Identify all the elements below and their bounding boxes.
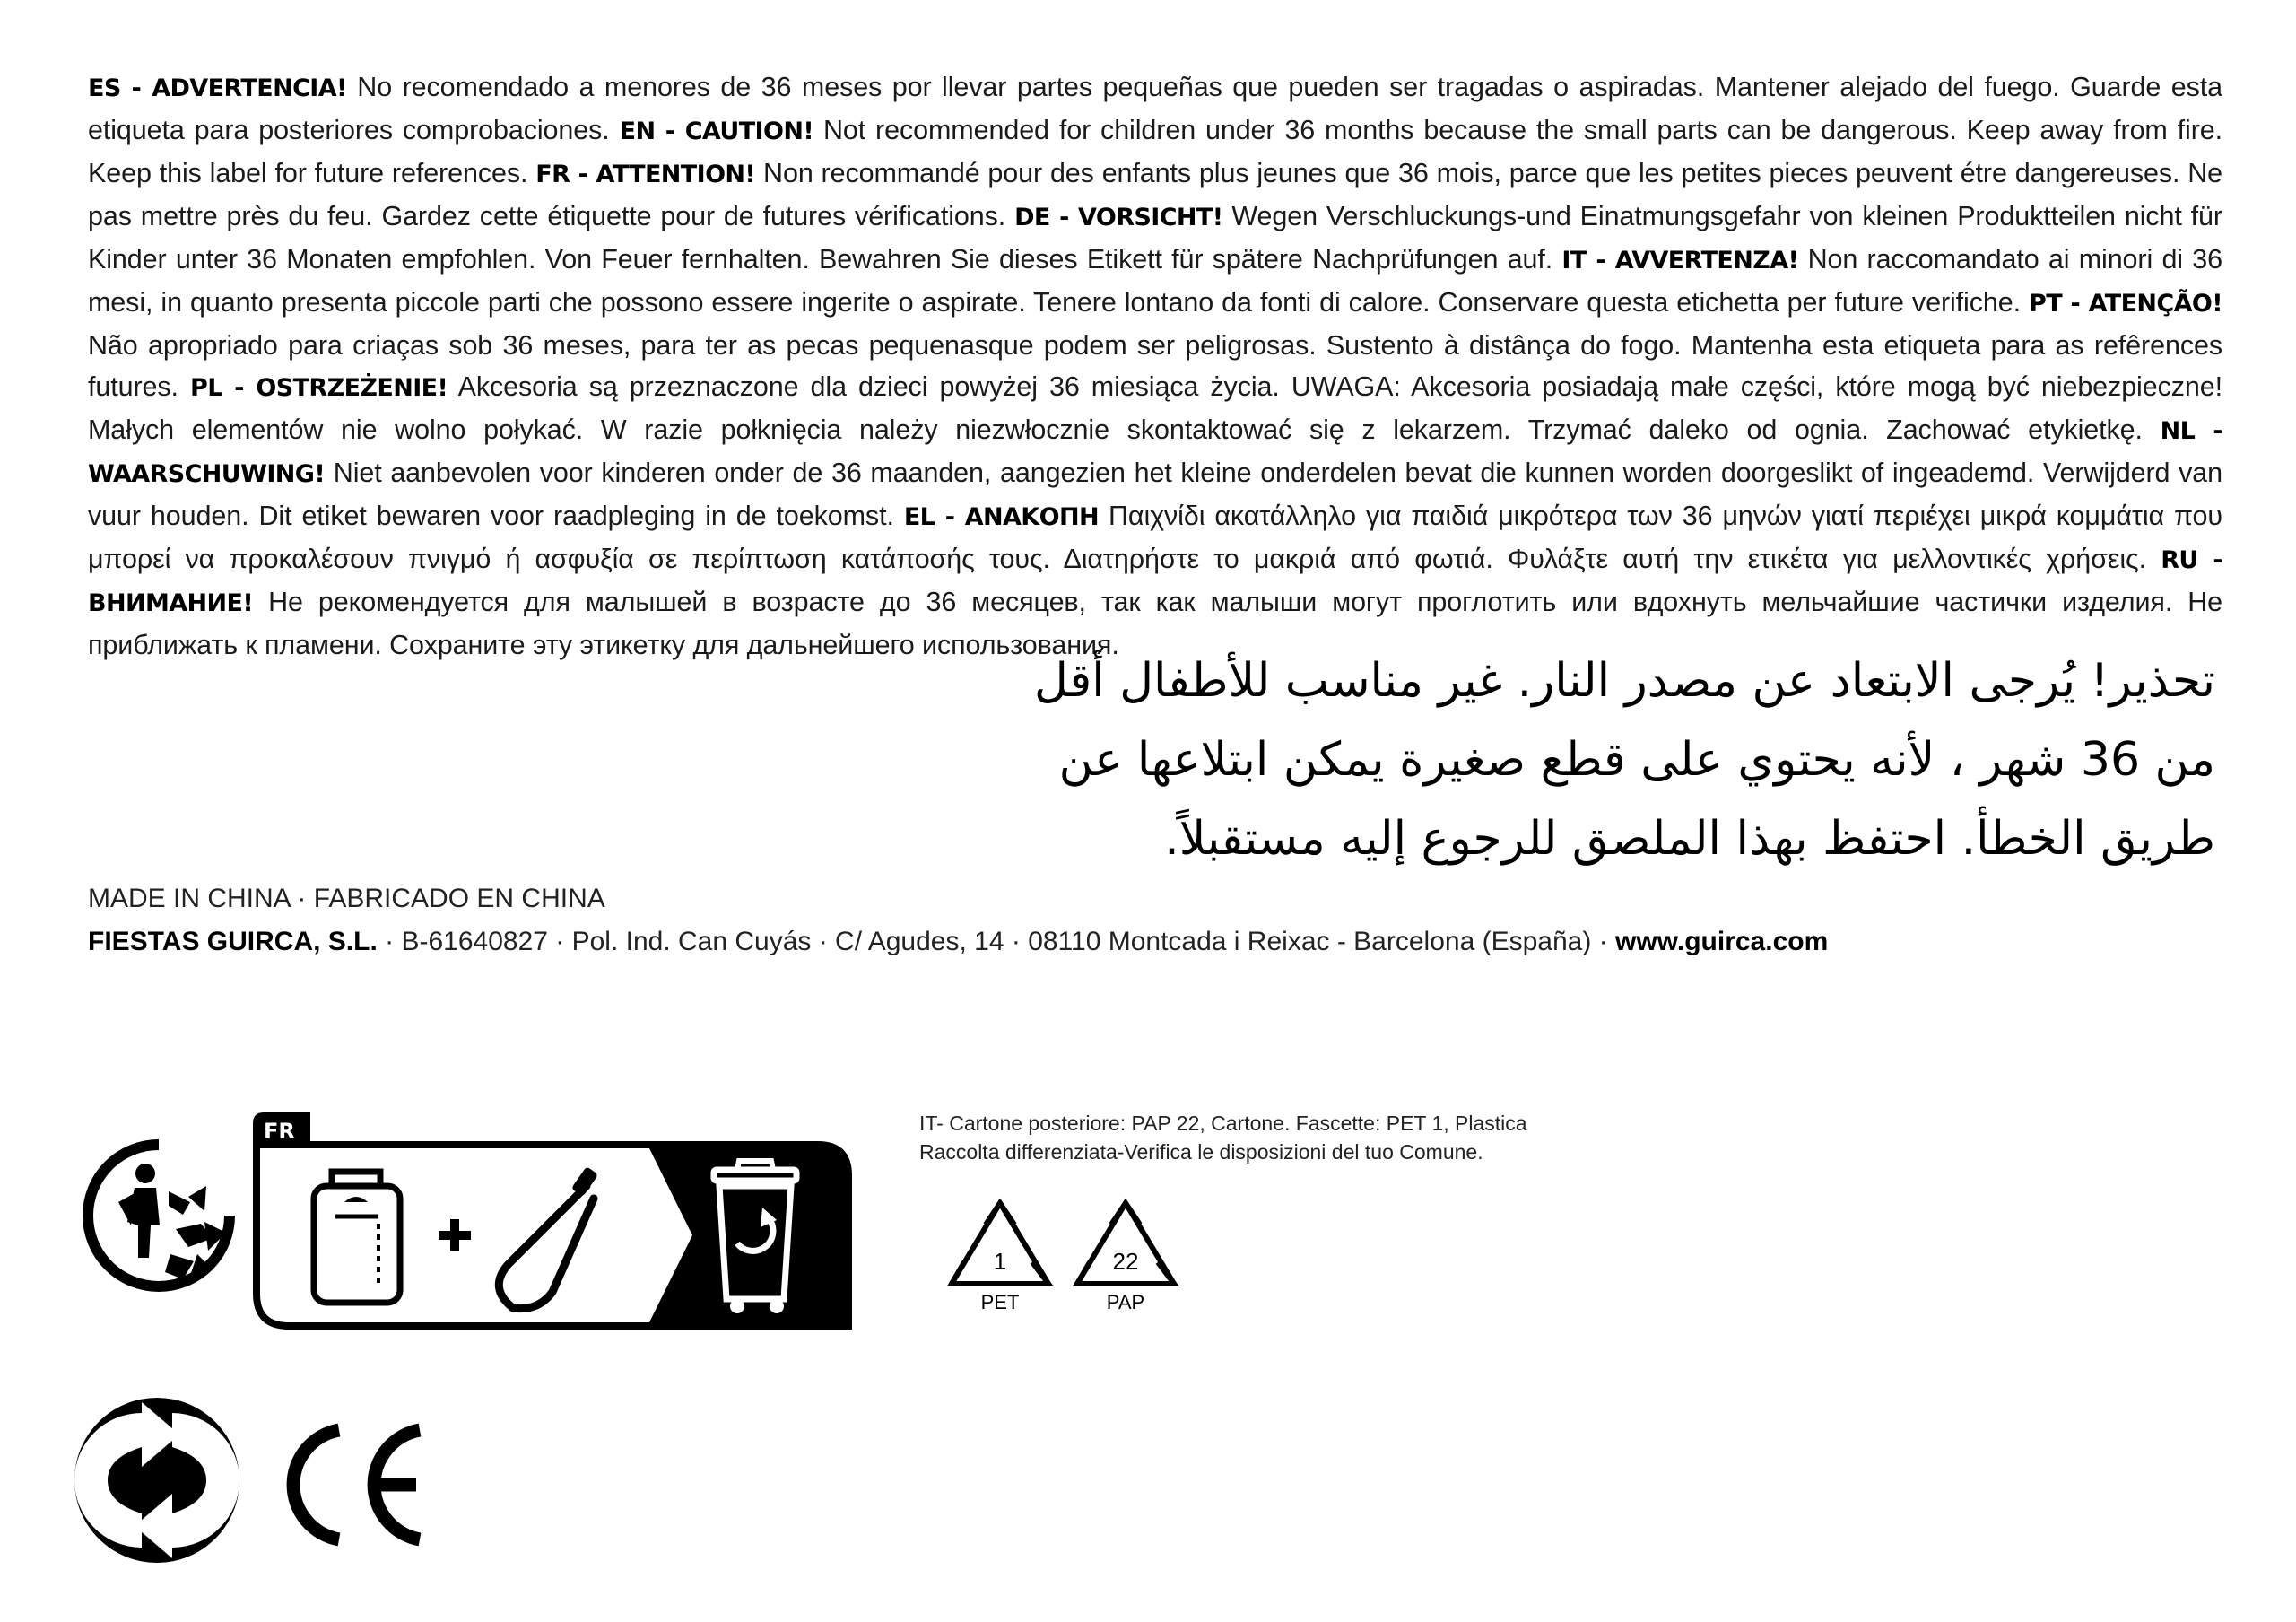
- rope-loop-icon: [499, 1166, 598, 1308]
- warning-label-en: EN - CAUTION!: [619, 118, 814, 145]
- warning-text-en: Not recommended for children under 36 months because the small parts can be dangerous. Keep away from fire. Keep this label for future references.: [88, 115, 2222, 188]
- recycle-code-pet-icon: [946, 1198, 1054, 1314]
- warning-label-ru: RU - ВНИМАНИЕ!: [88, 546, 2223, 617]
- recycle-code-label: PAP: [1106, 1291, 1145, 1313]
- italian-disposal-note: [919, 1109, 1527, 1166]
- plus-icon: [439, 1219, 471, 1251]
- company-name: FIESTAS GUIRCA, S.L.: [88, 927, 378, 956]
- recycle-code-number: 1: [993, 1248, 1007, 1275]
- warning-label-fr: FR - ATTENTION!: [535, 161, 756, 188]
- arabic-line: من 36 شهر ، لأنه يحتوي على قطع صغيرة يمكن ابتلاعها عن: [1058, 733, 2215, 787]
- ce-mark-icon: [262, 1417, 432, 1552]
- warning-text-de: Wegen Verschluckungs-und Einatmungsgefahr von kleinen Produktteilen nicht für Kinder unter 36 Monaten empfohlen. Von Feuer fernhalten. Bewahren Sie dieses Etikett für spätere Nachprüfungen auf.: [88, 201, 2222, 275]
- made-in-text: MADE IN CHINA · FABRICADO EN CHINA: [88, 884, 605, 913]
- company-address: · B-61640827 · Pol. Ind. Can Cuyás · C/ Agudes, 14 · 08110 Montcada i Reixac - Barcelona (España) ·: [377, 927, 1615, 956]
- triman-strip: [253, 1112, 854, 1330]
- warning-text-nl: Niet aanbevolen voor kinderen onder de 36 maanden, aangezien het kleine onderdelen bevat die kunnen worden doorgeslikt of ingeademd. Verwijderd van vuur houden. Dit etiket bewaren voor raadpleging in de toekomst.: [88, 458, 2222, 531]
- warning-label-pl: PL - OSTRZEŻENIE!: [190, 374, 448, 402]
- arabic-line: تحذير! يُرجى الابتعاد عن مصدر النار. غير مناسب للأطفال أقل: [1033, 654, 2215, 708]
- green-dot-icon: [72, 1395, 242, 1565]
- company-info: [88, 927, 1828, 957]
- triman-icon: [83, 1139, 235, 1292]
- company-website: www.guirca.com: [1614, 927, 1829, 956]
- arabic-line: طريق الخطأ. احتفظ بهذا الملصق للرجوع إليه مستقبلاً.: [1164, 812, 2215, 866]
- warning-text-it: Non raccomandato ai minori di 36 mesi, in quanto presenta piccole parti che possono essere ingerite o aspirate. Tenere lontano da fonti di calore. Conservare questa etichetta per future verifiche.: [88, 244, 2223, 318]
- strip-country-label: FR: [264, 1119, 295, 1144]
- warning-arabic: [897, 641, 2215, 878]
- italian-note-line: IT- Cartone posteriore: PAP 22, Cartone. Fascette: PET 1, Plastica: [919, 1112, 1527, 1135]
- warning-label-es: ES - ADVERTENCIA!: [88, 74, 347, 102]
- recycle-code-label: PET: [980, 1291, 1020, 1313]
- italian-note-line: Raccolta differenziata-Verifica le disposizioni del tuo Comune.: [919, 1140, 1483, 1164]
- recycle-code-pap-icon: [1072, 1198, 1179, 1314]
- warning-text-pt: Não apropriado para criaças sob 36 meses, para ter as pecas pequenasque podem ser peligrosas. Sustento à distânça do fogo. Mantenha esta etiqueta para as refêrences futures.: [88, 330, 2222, 402]
- warning-label-de: DE - VORSICHT!: [1014, 204, 1223, 231]
- warning-text-es: No recomendado a menores de 36 meses por llevar partes pequeñas que pueden ser tragadas o aspiradas. Mantener alejado del fuego. Guarde esta etiqueta para posteriores comprobaciones.: [88, 72, 2223, 145]
- warning-label-nl: NL - WAARSCHUWING!: [88, 417, 2222, 488]
- warning-text-ru: Не рекомендуется для малышей в возрасте до 36 месяцев, так как малыши могут проглотить или вдохнуть мельчайшие частички изделия. Не приближать к пламени. Сохраните эту этикетку для дальнейшего использования.: [88, 587, 2223, 660]
- warning-text-pl: Akcesoria są przeznaczone dla dzieci powyżej 36 miesiąca życia. UWAGA: Akcesoria posiadają małe części, które mogą być niebezpieczne! Małych elementów nie wolno połykać. W razie połknięcia należy niezwłocznie skontaktować się z lekarzem. Trzymać daleko od ognia. Zachować etykietkę.: [88, 371, 2222, 445]
- warning-label-pt: PT - ATENÇÃO!: [2029, 290, 2223, 318]
- warning-text-fr: Non recommandé pour des enfants plus jeunes que 36 mois, parce que les petites pieces peuvent étre dangereuses. Ne pas mettre près du feu. Gardez cette étiquette pour de futures vérifications.: [88, 158, 2223, 231]
- warning-label-it: IT - AVVERTENZA!: [1561, 247, 1799, 275]
- warning-text-el: Παιχνίδι ακατάλληλο για παιδιά μικρότερα των 36 μηνών γιατί περιέχει μικρά κομμάτια που μπορεί να προκαλέσουν πνιγμό ή ασφυξία σε περίπτωση κατάποσής τους. Διατηρήστε το μακριά από φωτιά. Φυλάξτε αυτή την ετικέτα για μελλοντικές χρήσεις.: [88, 501, 2223, 574]
- warning-paragraph: [88, 66, 2222, 666]
- warning-label-el: EL - ΑΝΑΚΟΠΗ: [903, 503, 1099, 531]
- recycle-code-number: 22: [1112, 1248, 1139, 1275]
- packaging-card-icon: [314, 1172, 400, 1303]
